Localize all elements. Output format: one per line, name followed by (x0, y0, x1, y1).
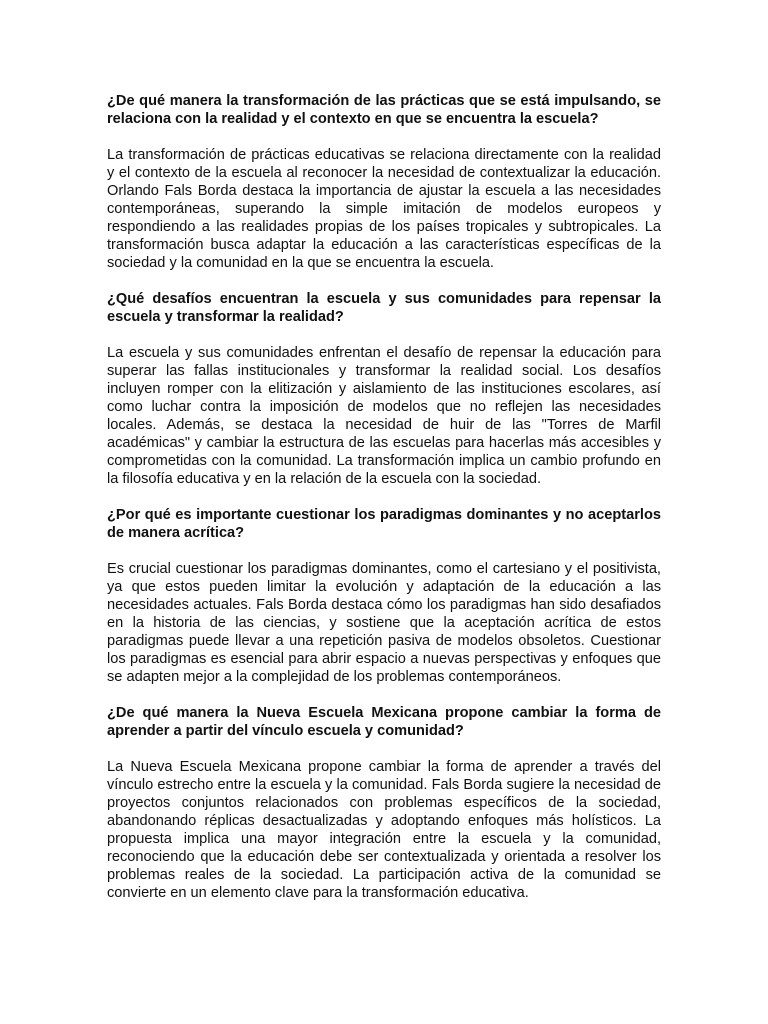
question-heading: ¿De qué manera la Nueva Escuela Mexicana propone cambiar la forma de aprender a partir del vínculo escuela y comunidad? (107, 705, 661, 739)
question-heading: ¿De qué manera la transformación de las prácticas que se está impulsando, se relaciona con la realidad y el contexto en que se encuentra la escuela? (107, 93, 661, 127)
answer-paragraph: La Nueva Escuela Mexicana propone cambiar la forma de aprender a través del vínculo estrecho entre la escuela y la comunidad. Fals Borda sugiere la necesidad de proyectos conjuntos relacionados con problemas específicos de la sociedad, abandonando réplicas desactualizadas y adoptando enfoques más holísticos. La propuesta implica una mayor integración entre la escuela y la comunidad, reconociendo que la educación debe ser contextualizada y orientada a resolver los problemas reales de la sociedad. La participación activa de la comunidad se convierte en un elemento clave para la transformación educativa. (107, 759, 661, 901)
question-heading: ¿Qué desafíos encuentran la escuela y sus comunidades para repensar la escuela y transformar la realidad? (107, 291, 661, 325)
qa-section-1 (107, 92, 661, 272)
answer-paragraph: La escuela y sus comunidades enfrentan el desafío de repensar la educación para superar las fallas institucionales y transformar la realidad social. Los desafíos incluyen romper con la elitización y aislamiento de las instituciones escolares, así como luchar contra la imposición de modelos que no reflejen las necesidades locales. Además, se destaca la necesidad de huir de las "Torres de Marfil académicas" y cambiar la estructura de las escuelas para hacerlas más accesibles y comprometidas con la comunidad. La transformación implica un cambio profundo en la filosofía educativa y en la relación de la escuela con la sociedad. (107, 345, 661, 487)
answer-paragraph: La transformación de prácticas educativas se relaciona directamente con la realidad y el contexto de la escuela al reconocer la necesidad de contextualizar la educación. Orlando Fals Borda destaca la importancia de ajustar la escuela a las necesidades contemporáneas, superando la simple imitación de modelos europeos y respondiendo a las realidades propias de los países tropicales y subtropicales. La transformación busca adaptar la educación a las características específicas de la sociedad y la comunidad en la que se encuentra la escuela. (107, 147, 661, 271)
qa-section-2 (107, 290, 661, 488)
question-heading: ¿Por qué es importante cuestionar los paradigmas dominantes y no aceptarlos de manera acrítica? (107, 507, 661, 541)
document-page (107, 92, 661, 920)
qa-section-4 (107, 704, 661, 902)
qa-section-3 (107, 506, 661, 686)
answer-paragraph: Es crucial cuestionar los paradigmas dominantes, como el cartesiano y el positivista, ya que estos pueden limitar la evolución y adaptación de la educación a las necesidades actuales. Fals Borda destaca cómo los paradigmas han sido desafiados en la historia de las ciencias, y sostiene que la aceptación acrítica de estos paradigmas puede llevar a una repetición pasiva de modelos obsoletos. Cuestionar los paradigmas es esencial para abrir espacio a nuevas perspectivas y enfoques que se adapten mejor a la complejidad de los problemas contemporáneos. (107, 561, 661, 685)
